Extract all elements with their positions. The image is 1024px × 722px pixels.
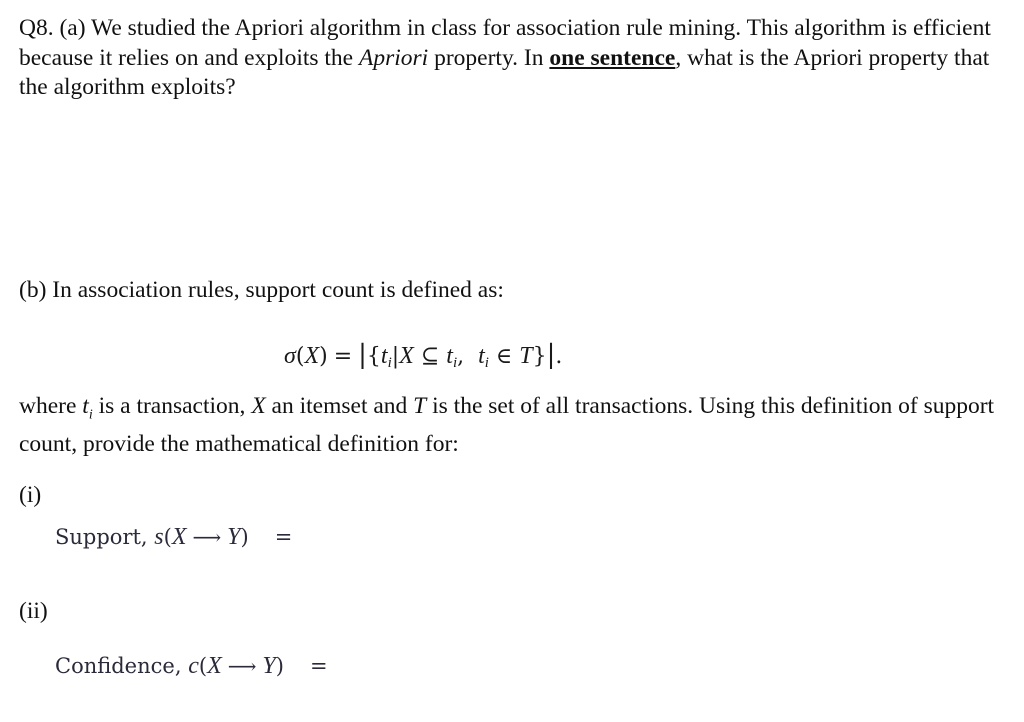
one-sentence-emphasis: one sentence <box>549 44 676 71</box>
var-y: Y <box>227 524 241 550</box>
part-b-label: (b) <box>19 277 47 303</box>
confidence-formula <box>55 653 328 680</box>
var-x: X <box>251 393 266 419</box>
equals-sign: = <box>309 654 328 678</box>
part-a-text: property. In <box>428 44 550 71</box>
support-formula <box>55 524 292 551</box>
paren-close: ) <box>275 654 284 678</box>
paren-open: ( <box>198 654 208 678</box>
subpart-i-label: (i) <box>19 482 42 508</box>
question-part-a <box>19 14 1009 103</box>
var-x: X <box>171 524 187 550</box>
question-part-b-intro <box>19 276 1009 306</box>
confidence-func: c <box>188 653 199 679</box>
support-name: Support, <box>55 525 148 549</box>
confidence-name: Confidence, <box>55 654 182 678</box>
var-t: t <box>82 393 89 419</box>
var-x: X <box>207 653 222 679</box>
part-b-intro-text: In association rules, support count is defined as: <box>52 277 504 303</box>
part-a-text: We studied the Apriori algorithm in class for association rule mining. This algorithm is efficient because it relies on and exploits the <box>19 15 991 71</box>
subpart-ii-label: (ii) <box>19 598 48 624</box>
support-count-formula: $\sigma(X) = |\{t_i|X$ ⊆ $t_i$, $t_i$ ∈ T}|. <box>284 340 563 371</box>
long-right-arrow-icon: ⟶ <box>227 654 257 678</box>
long-right-arrow-icon: ⟶ <box>192 525 222 549</box>
support-func: s <box>154 524 164 550</box>
explanation-text: is the set of all transactions. Using this definition of support count, provide the mathematical definition for: <box>19 393 995 458</box>
explanation-text: where <box>19 393 83 419</box>
apriori-italic-term: Apriori <box>359 44 429 71</box>
var-i: i <box>88 407 93 423</box>
paren-open: ( <box>163 525 172 549</box>
question-number: Q8. <box>19 15 54 41</box>
var-t-set: T <box>413 393 427 419</box>
explanation-text: is a transaction, <box>92 393 252 419</box>
explanation-text: an itemset and <box>265 393 414 419</box>
equals-sign: = <box>274 525 293 549</box>
part-a-text: , what is the Apriori property that the algorithm exploits? <box>19 44 990 100</box>
part-a-label: (a) <box>59 15 86 41</box>
support-count-explanation <box>19 392 1009 460</box>
paren-close: ) <box>240 525 249 549</box>
var-y: Y <box>262 653 276 679</box>
